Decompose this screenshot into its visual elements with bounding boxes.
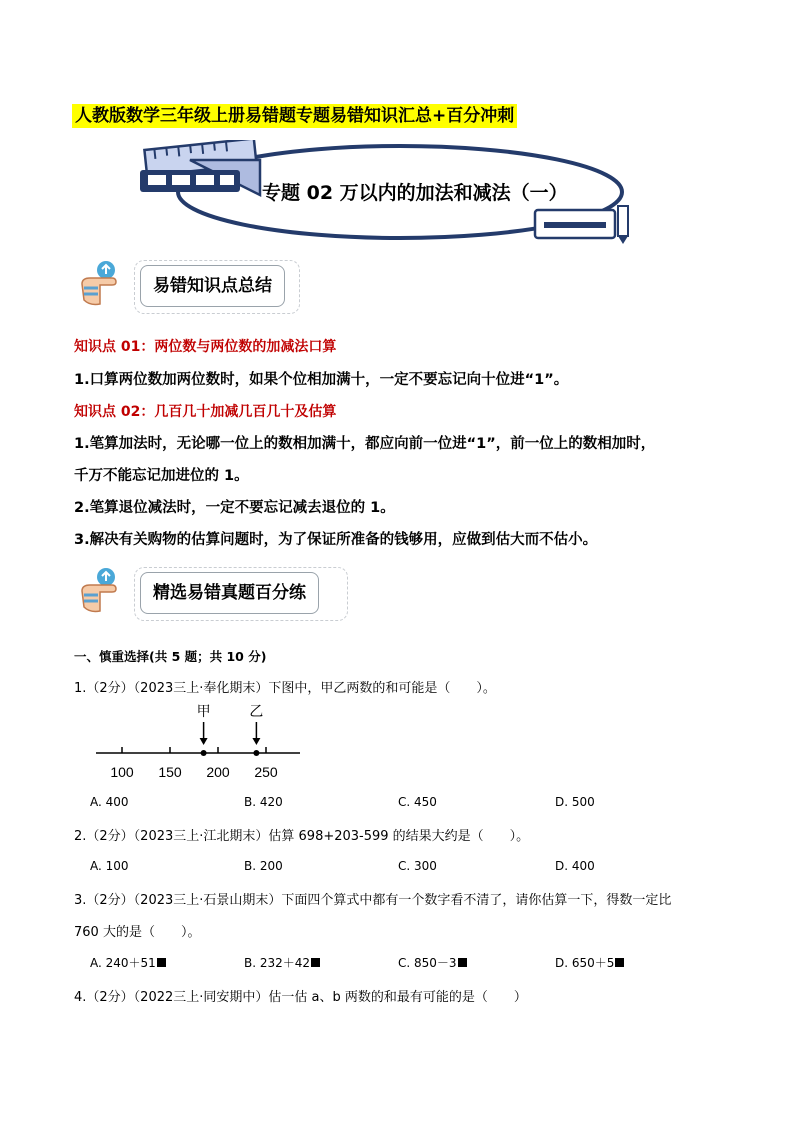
- option-b[interactable]: B. 200: [244, 859, 283, 873]
- option-b[interactable]: B. 232＋42: [244, 954, 320, 971]
- option-a[interactable]: A. 240＋51: [90, 954, 166, 971]
- section-title: 精选易错真题百分练: [140, 572, 319, 614]
- number-line-tick-label: 250: [254, 764, 278, 780]
- number-line-tick-label: 200: [206, 764, 230, 780]
- pencil-box-icon: [535, 206, 628, 244]
- document-title: 人教版数学三年级上册易错题专题易错知识汇总+百分冲刺: [72, 104, 517, 128]
- knowledge-line: 3.解决有关购物的估算问题时，为了保证所准备的钱够用，应做到估大而不估小。: [74, 532, 598, 548]
- question-stem: 2.（2分）（2023三上·江北期末）估算 698+203-599 的结果大约是（ ）。: [74, 829, 530, 844]
- knowledge-heading: 知识点 02：几百几十加减几百几十及估算: [74, 404, 337, 420]
- knowledge-heading: 知识点 01：两位数与两位数的加减法口算: [74, 339, 337, 355]
- obscured-digit-icon: [311, 958, 320, 967]
- marker-jia-arrowhead: [200, 738, 208, 745]
- exam-section-heading: 一、慎重选择(共 5 题；共 10 分): [74, 649, 267, 664]
- knowledge-line: 1.笔算加法时，无论哪一位上的数相加满十，都应向前一位进“1”，前一位上的数相加时，: [74, 436, 656, 452]
- calculator-icon: [140, 170, 240, 192]
- pointing-hand-icon: [76, 565, 128, 617]
- marker-yi-dot: [253, 750, 259, 756]
- option-c[interactable]: C. 300: [398, 859, 437, 873]
- obscured-digit-icon: [157, 958, 166, 967]
- knowledge-line: 千万不能忘记加进位的 1。: [74, 468, 249, 484]
- obscured-digit-icon: [458, 958, 467, 967]
- question-stem: 4.（2分）（2022三上·同安期中）估一估 a、b 两数的和最有可能的是（ ）: [74, 990, 527, 1005]
- pointing-hand-icon: [76, 258, 128, 310]
- question-stem: 3.（2分）（2023三上·石景山期末）下面四个算式中都有一个数字看不清了，请你估算一下，得数一定比: [74, 893, 672, 908]
- option-c[interactable]: C. 450: [398, 795, 437, 809]
- number-line-figure: [90, 700, 310, 784]
- marker-yi-label: 乙: [249, 704, 264, 720]
- option-c[interactable]: C. 850－3: [398, 954, 467, 971]
- question-stem: 1.（2分）（2023三上·奉化期末）下图中，甲乙两数的和可能是（ ）。: [74, 681, 496, 696]
- marker-yi-arrowhead: [252, 738, 260, 745]
- banner-title: 专题 02 万以内的加法和减法（一）: [262, 182, 568, 204]
- option-a[interactable]: A. 400: [90, 795, 129, 809]
- knowledge-line: 1.口算两位数加两位数时，如果个位相加满十，一定不要忘记向十位进“1”。: [74, 372, 569, 388]
- section-title: 易错知识点总结: [140, 265, 285, 307]
- option-b[interactable]: B. 420: [244, 795, 283, 809]
- knowledge-line: 2.笔算退位减法时，一定不要忘记减去退位的 1。: [74, 500, 395, 516]
- marker-yi: [249, 704, 263, 756]
- option-d[interactable]: D. 500: [555, 795, 595, 809]
- option-d[interactable]: D. 400: [555, 859, 595, 873]
- obscured-digit-icon: [615, 958, 624, 967]
- marker-jia-dot: [201, 750, 207, 756]
- number-line-tick-label: 150: [158, 764, 182, 780]
- option-d[interactable]: D. 650＋5: [555, 954, 624, 971]
- option-a[interactable]: A. 100: [90, 859, 129, 873]
- number-line-tick-label: 100: [110, 764, 134, 780]
- question-stem-continued: 760 大的是（ ）。: [74, 925, 201, 940]
- marker-jia-label: 甲: [196, 704, 211, 720]
- marker-jia: [197, 704, 211, 756]
